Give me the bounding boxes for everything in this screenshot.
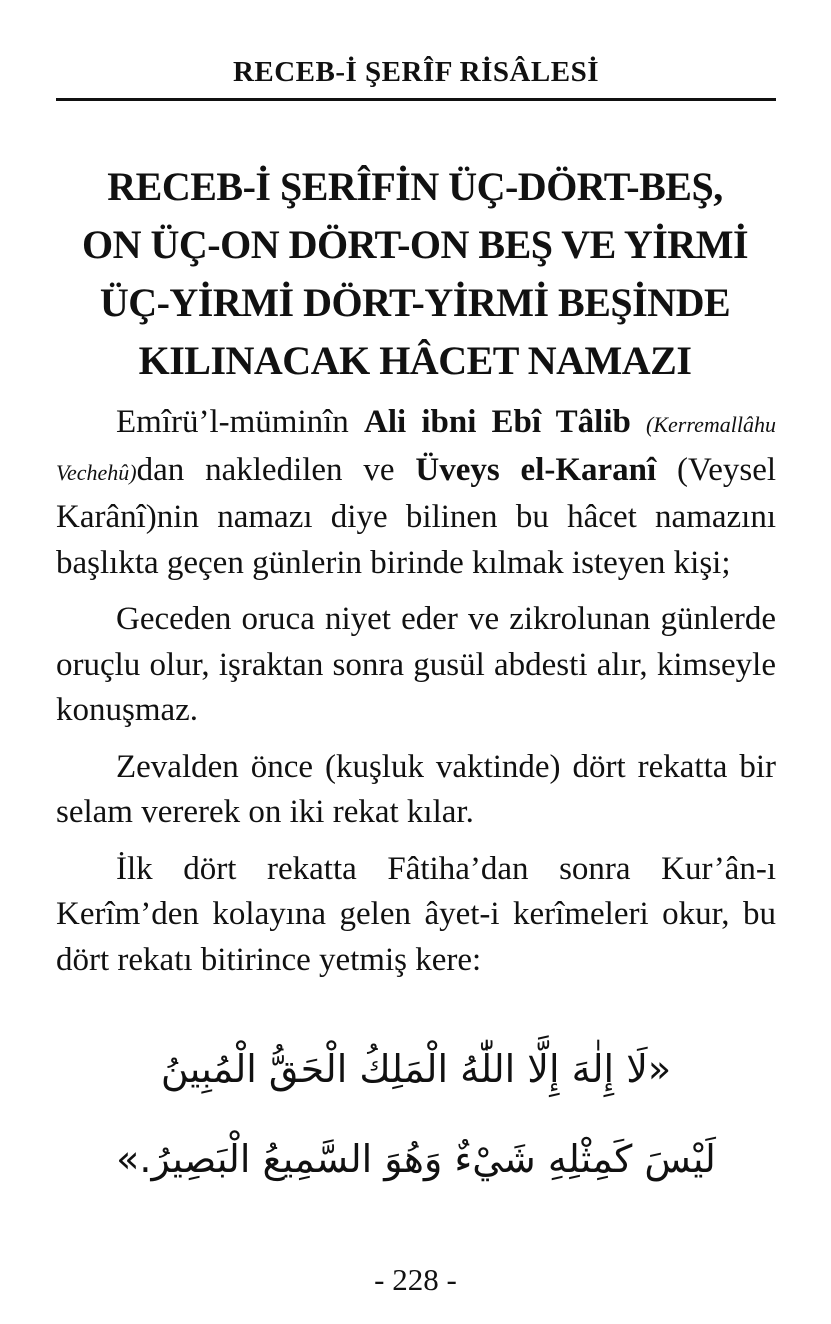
p1-bold-name-1: Ali ibni Ebî Tâlib xyxy=(363,404,631,440)
body-text xyxy=(56,400,776,994)
title-line-4: KILINACAK HÂCET NAMAZI xyxy=(138,338,692,383)
p1-italic-honorific: (Kerremallâhu Vechehû) xyxy=(56,412,776,485)
p1-text-4: (Veysel Karânî)nin namazı diye bilinen bu hâcet namazını başlıkta geçen günlerin birinde kılmak isteyen kişi; xyxy=(56,451,777,581)
paragraph-4: İlk dört rekatta Fâtiha’dan sonra Kur’ân-ı Kerîm’den kolayına gelen âyet-i kerîmeleri okur, bu dört rekatı bitirince yetmiş kere: xyxy=(56,850,776,978)
paragraph-3: Zevalden önce (kuşluk vaktinde) dört rekatta bir selam vererek on iki rekat kılar. xyxy=(56,748,776,830)
page-number: - 228 - xyxy=(374,1262,457,1297)
arabic-line-1: «لَا إِلٰهَ إِلَّا اللّٰهُ الْمَلِكُ الْحَقُّ الْمُبِينُ xyxy=(160,1047,672,1091)
p1-text-1: Emîrü’l-müminîn xyxy=(116,404,364,440)
chapter-title xyxy=(40,158,790,390)
arabic-line-2: لَيْسَ كَمِثْلِهِ شَيْءٌ وَهُوَ السَّمِيعُ الْبَصِيرُ.» xyxy=(116,1137,716,1181)
paragraph-1 xyxy=(56,400,776,586)
title-line-2: ON ÜÇ-ON DÖRT-ON BEŞ VE YİRMİ xyxy=(81,222,749,267)
running-header: RECEB-İ ŞERÎF RİSÂLESİ xyxy=(232,56,600,88)
p1-text-3: dan nakledilen ve xyxy=(136,451,416,488)
p1-bold-name-2: Üveys el-Karanî xyxy=(415,451,657,488)
arabic-dhikr xyxy=(56,1024,776,1204)
header-rule xyxy=(56,98,776,101)
paragraph-2: Geceden oruca niyet eder ve zikrolunan günlerde oruçlu olur, işraktan sonra gusül abdesti alır, kimseyle konuşmaz. xyxy=(56,601,776,728)
p1-text-2 xyxy=(631,404,646,440)
title-line-1: RECEB-İ ŞERÎFİN ÜÇ-DÖRT-BEŞ, xyxy=(107,164,723,209)
title-line-3: ÜÇ-YİRMİ DÖRT-YİRMİ BEŞİNDE xyxy=(99,280,731,325)
